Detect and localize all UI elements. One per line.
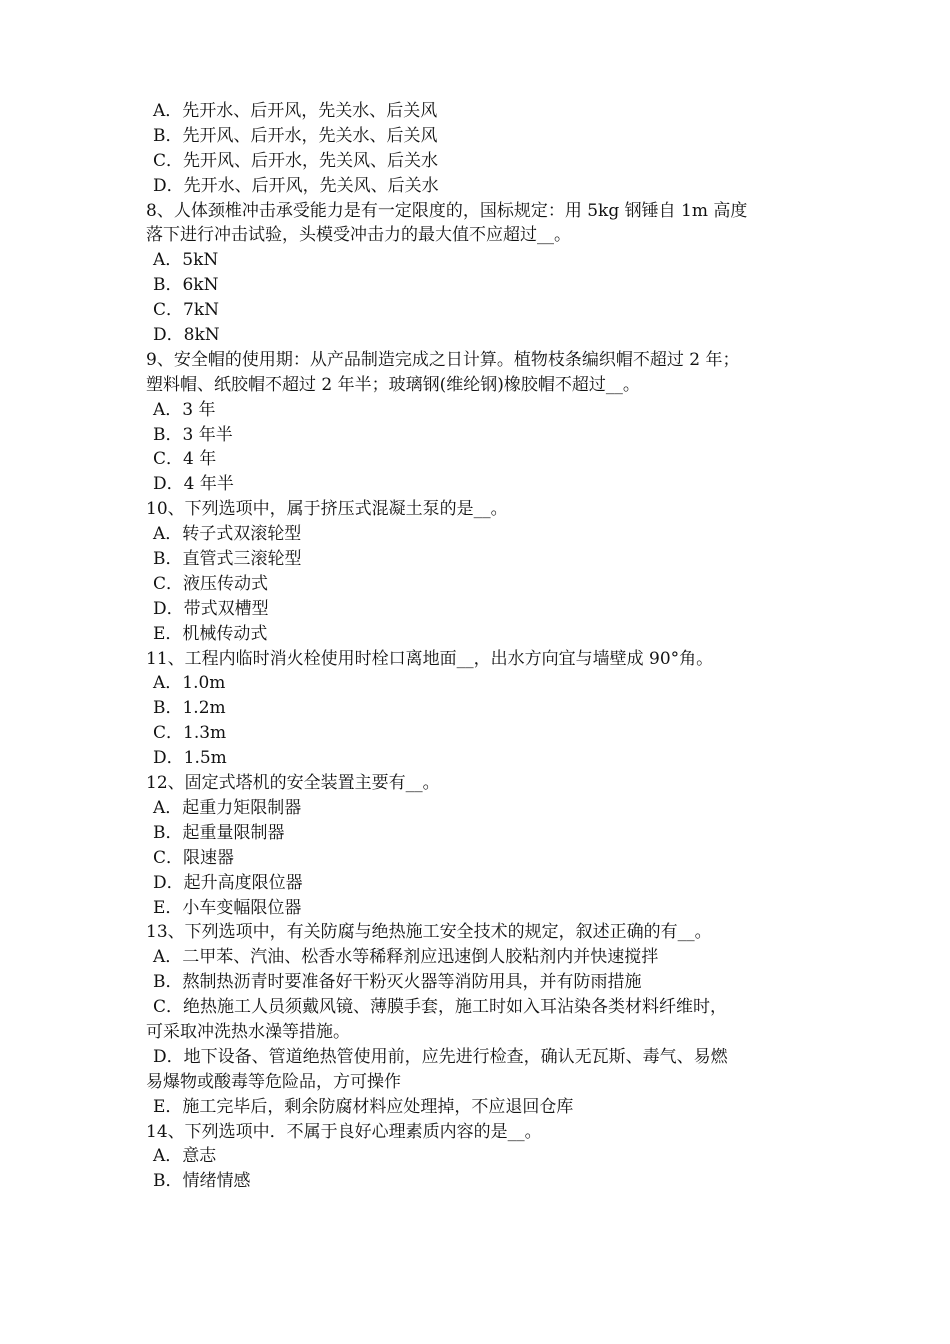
answer-option-line: B．直管式三滚轮型 — [153, 549, 302, 570]
answer-option-line: B．情绪情感 — [153, 1171, 251, 1192]
answer-option-line: B．6kN — [153, 275, 219, 296]
answer-option-line: D．1.5m — [153, 748, 227, 769]
answer-option-line: E．机械传动式 — [153, 623, 268, 644]
answer-option-line: A．3 年 — [153, 399, 216, 420]
answer-option-line: E．施工完毕后，剩余防腐材料应处理掉，不应退回仓库 — [153, 1096, 574, 1117]
question-text-line: 8、人体颈椎冲击承受能力是有一定限度的，国标规定：用 5kg 钢锤自 1m 高度 — [146, 200, 748, 221]
answer-option-line: D．起升高度限位器 — [153, 872, 303, 893]
answer-option-line: A．意志 — [153, 1146, 217, 1167]
answer-option-line: A．5kN — [153, 250, 219, 271]
question-text-line: 易爆物或酸毒等危险品，方可操作 — [146, 1071, 401, 1092]
question-text-line: 12、固定式塔机的安全装置主要有__。 — [146, 773, 440, 794]
answer-option-line: D．4 年半 — [153, 474, 234, 495]
question-text-line: 9、安全帽的使用期：从产品制造完成之日计算。植物枝条编织帽不超过 2 年； — [146, 349, 740, 370]
question-text-line: 14、下列选项中．不属于良好心理素质内容的是__。 — [146, 1121, 542, 1142]
answer-option-line: E．小车变幅限位器 — [153, 897, 302, 918]
answer-option-line: A．二甲苯、汽油、松香水等稀释剂应迅速倒人胶粘剂内并快速搅拌 — [153, 947, 659, 968]
answer-option-line: C．液压传动式 — [153, 573, 269, 594]
answer-option-line: A．起重力矩限制器 — [153, 797, 302, 818]
answer-option-line: B．3 年半 — [153, 424, 233, 445]
answer-option-line: C．1.3m — [153, 723, 227, 744]
answer-option-line: B．起重量限制器 — [153, 822, 285, 843]
question-text-line: 落下进行冲击试验，头模受冲击力的最大值不应超过__。 — [146, 225, 571, 246]
answer-option-line: A．先开水、后开风，先关水、后关风 — [153, 101, 438, 121]
answer-option-line: D．8kN — [153, 325, 220, 346]
answer-option-line: C．4 年 — [153, 449, 217, 470]
answer-option-line: B．1.2m — [153, 698, 226, 719]
question-text-line: 13、下列选项中，有关防腐与绝热施工安全技术的规定，叙述正确的有__。 — [146, 922, 712, 943]
answer-option-line: B．先开风、后开水，先关水、后关风 — [153, 125, 438, 146]
answer-option-line: C．限速器 — [153, 847, 235, 868]
answer-option-line: C．绝热施工人员须戴风镜、薄膜手套，施工时如入耳沾染各类材料纤维时， — [153, 997, 728, 1018]
question-text-line: 塑料帽、纸胶帽不超过 2 年半；玻璃钢(维纶钢)橡胶帽不超过__。 — [146, 374, 640, 395]
answer-option-line: A．1.0m — [153, 673, 226, 694]
answer-option-line: C．先开风、后开水，先关风、后关水 — [153, 150, 439, 171]
answer-option-line: D．地下设备、管道绝热管使用前，应先进行检查，确认无瓦斯、毒气、易燃 — [153, 1046, 728, 1067]
document-body — [146, 99, 811, 1194]
answer-option-line: D．先开水、后开风，先关风、后关水 — [153, 175, 439, 196]
answer-option-line: A．转子式双滚轮型 — [153, 524, 302, 545]
question-text-line: 11、工程内临时消火栓使用时栓口离地面__，出水方向宜与墙壁成 90°角。 — [146, 648, 714, 669]
answer-option-line: C．7kN — [153, 300, 219, 321]
question-text-line: 10、下列选项中，属于挤压式混凝土泵的是__。 — [146, 499, 508, 520]
answer-option-line: B．熬制热沥青时要准备好干粉灭火器等消防用具，并有防雨措施 — [153, 972, 642, 993]
question-text-line: 可采取冲洗热水澡等措施。 — [146, 1021, 350, 1042]
answer-option-line: D．带式双槽型 — [153, 598, 269, 619]
